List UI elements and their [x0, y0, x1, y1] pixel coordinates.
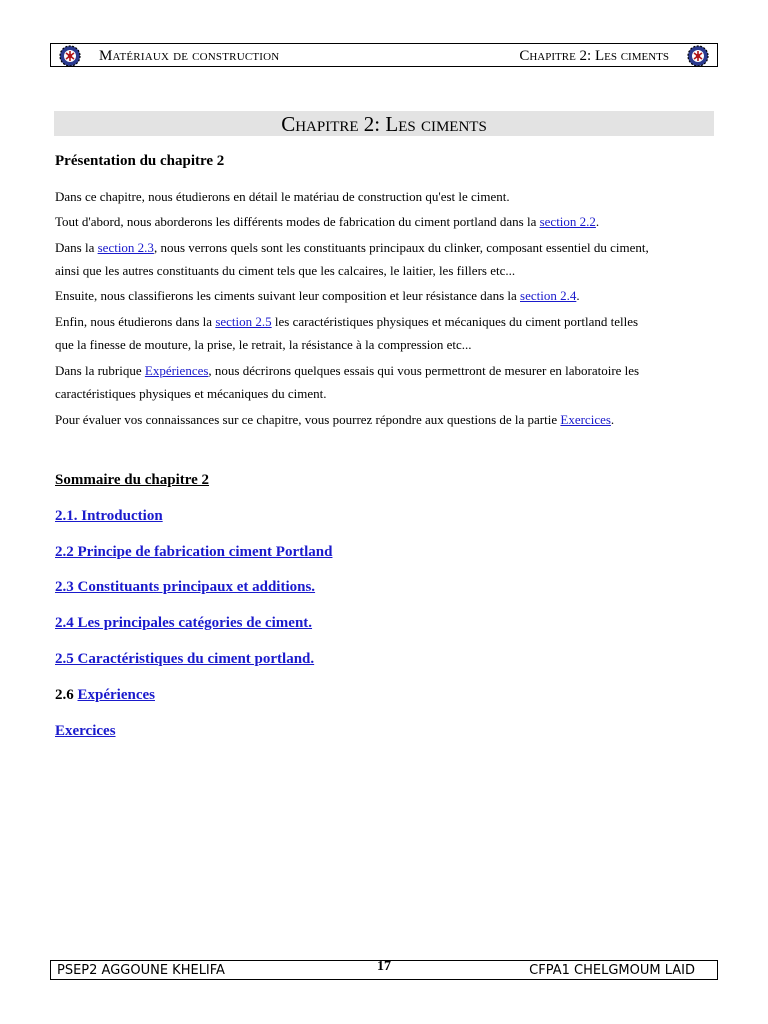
- presentation-heading: Présentation du chapitre 2: [55, 153, 225, 169]
- header-chapter: Chapitre 2: Les ciments: [519, 48, 669, 64]
- toc-link-constituants[interactable]: 2.3 Constituants principaux et additions.: [55, 579, 316, 595]
- link-section-2-3[interactable]: section 2.3: [97, 240, 154, 255]
- toc-item: [55, 615, 312, 632]
- toc-link-fabrication[interactable]: 2.2 Principe de fabrication ciment Portland: [55, 544, 333, 560]
- toc-item: [55, 579, 315, 596]
- toc-link-caracteristiques[interactable]: 2.5 Caractéristiques du ciment portland.: [55, 651, 315, 667]
- paragraph-experiences: Dans la rubrique Expériences, nous décrirons quelques essais qui vous permettront de mesurer en laboratoire les caractéristiques physiques et mécaniques du ciment.: [55, 363, 640, 401]
- sommaire-heading: Sommaire du chapitre 2: [55, 472, 210, 488]
- toc-link-experiences[interactable]: Expériences: [77, 687, 155, 703]
- paragraph-classification: Ensuite, nous classifierons les ciments suivant leur composition et leur résistance dans la section 2.4.: [55, 288, 580, 303]
- chapter-title-bar: [54, 111, 714, 136]
- toc-item: [55, 723, 116, 740]
- toc-item: [55, 544, 332, 561]
- paragraph-fabrication: Tout d'abord, nous aborderons les différents modes de fabrication du ciment portland dans la section 2.2.: [55, 214, 600, 229]
- toc-item: [55, 508, 163, 525]
- page-header: [50, 43, 718, 67]
- gear-emblem-icon: [685, 45, 711, 67]
- chapter-title: Chapitre 2: Les ciments: [281, 112, 487, 136]
- page-number: 17: [377, 959, 391, 974]
- toc-item: [55, 651, 314, 668]
- paragraph-caracteristiques: Enfin, nous étudierons dans la section 2.5 les caractéristiques physiques et mécaniques du ciment portland telles que la finesse de mouture, la prise, le retrait, la résistance à la compression etc...: [55, 314, 639, 352]
- toc-link-introduction[interactable]: 2.1. Introduction: [55, 508, 163, 524]
- link-section-2-5[interactable]: section 2.5: [215, 314, 272, 329]
- paragraph-intro: Dans ce chapitre, nous étudierons en détail le matériau de construction qu'est le ciment.: [55, 189, 510, 204]
- toc-link-categories[interactable]: 2.4 Les principales catégories de ciment.: [55, 615, 313, 631]
- paragraph-constituants: Dans la section 2.3, nous verrons quels sont les constituants principaux du clinker, composant essentiel du ciment, ainsi que les autres constituants du ciment tels que les calcaires, le laitier, les fillers etc...: [55, 240, 649, 278]
- gear-emblem-icon: [57, 45, 83, 67]
- paragraph-exercices: Pour évaluer vos connaissances sur ce chapitre, vous pourrez répondre aux questions de la partie Exercices.: [55, 412, 615, 427]
- page-footer: [50, 960, 718, 980]
- link-exercices-inline[interactable]: Exercices: [560, 412, 611, 427]
- header-subject: Matériaux de construction: [99, 48, 280, 64]
- toc-item: 2.6 Expériences: [55, 687, 155, 703]
- link-section-2-2[interactable]: section 2.2: [539, 214, 596, 229]
- footer-author: PSEP2 AGGOUNE KHELIFA: [57, 963, 225, 978]
- footer-institution: CFPA1 CHELGMOUM LAID: [529, 963, 695, 978]
- toc-link-exercices[interactable]: Exercices: [55, 723, 116, 739]
- link-section-2-4[interactable]: section 2.4: [520, 288, 577, 303]
- link-experiences-inline[interactable]: Expériences: [144, 363, 209, 378]
